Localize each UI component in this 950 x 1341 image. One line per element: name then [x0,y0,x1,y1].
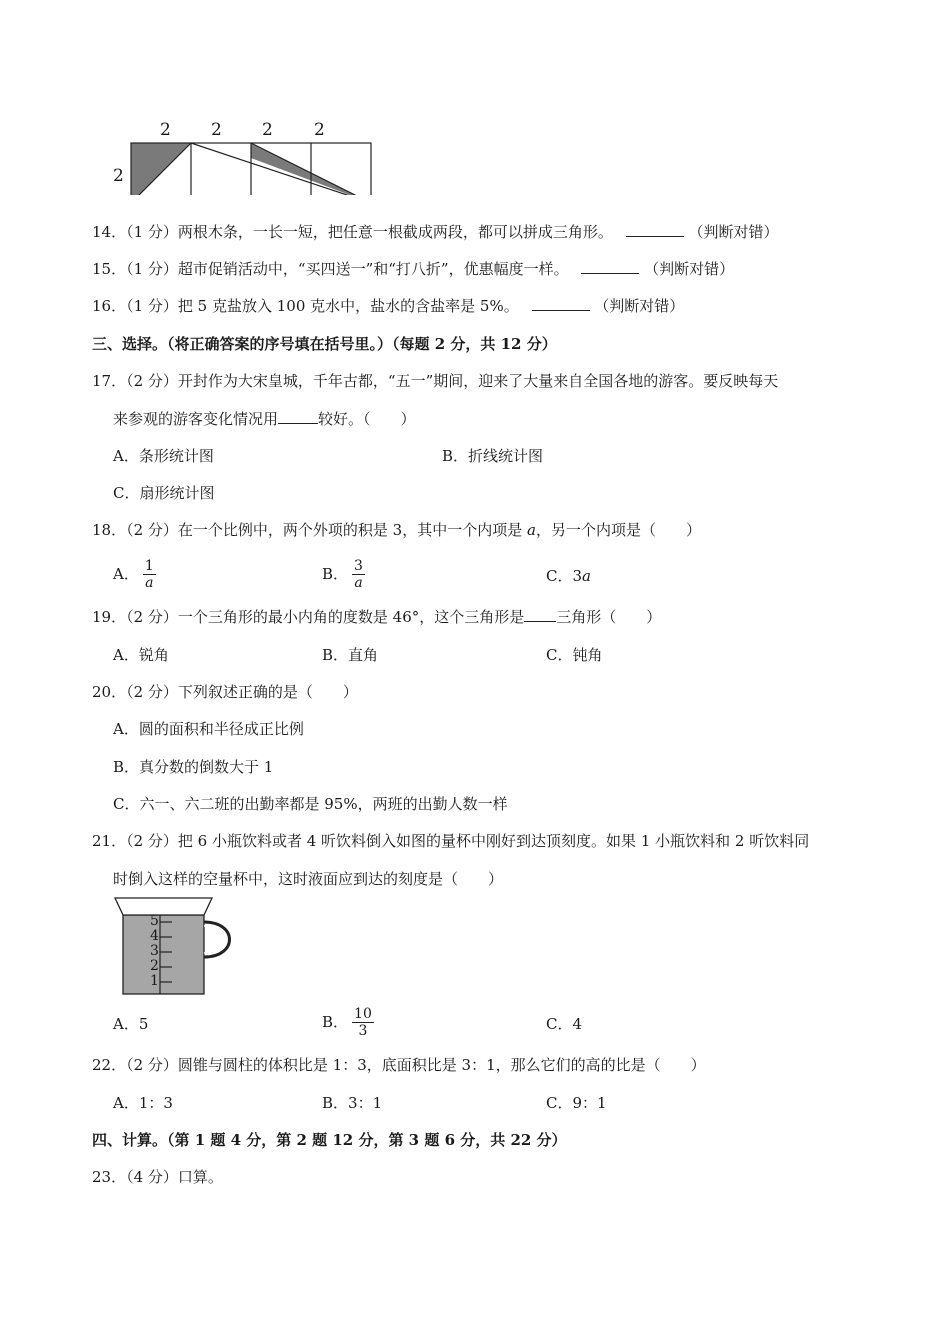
cup-mark-1: 1 [150,973,159,989]
q18-option-a[interactable]: A． $\frac{1}{a}$ [113,557,154,591]
answer-blank-15[interactable] [581,259,639,274]
q22-option-c[interactable]: C．9：1 [546,1094,607,1112]
q19-option-a[interactable]: A．锐角 [113,646,169,664]
question-20: 20．（2 分）下列叙述正确的是（ ） [92,683,358,701]
q20-option-c[interactable]: C．六一、六二班的出勤率都是 95%，两班的出勤人数一样 [113,795,508,813]
question-15: 15．（1 分）超市促销活动中，“买四送一”和“打八折”，优惠幅度一样。 （判断对错） [92,260,735,278]
question-18: 18．（2 分）在一个比例中，两个外项的积是 3，其中一个内项是 a，另一个内项是（ ） [92,521,701,539]
q20-option-b[interactable]: B．真分数的倒数大于 1 [113,758,274,776]
question-16: 16．（1 分）把 5 克盐放入 100 克水中，盐水的含盐率是 5%。 （判断对错） [92,297,685,315]
fraction-1-over-a: $\frac{1}{a}$ [144,557,154,591]
cup-mark-3: 3 [150,943,159,959]
shaded-rectangle-figure [100,115,400,195]
q18-option-c[interactable]: C．3a [546,567,591,585]
answer-blank-17[interactable] [278,409,318,424]
q22-option-b[interactable]: B．3：1 [322,1094,383,1112]
q17-option-c[interactable]: C．扇形统计图 [113,484,215,502]
section-3-heading: 三、选择。（将正确答案的序号填在括号里。）（每题 2 分，共 12 分） [92,335,557,353]
side-label: 2 [113,166,124,186]
q21-option-a[interactable]: A．5 [113,1015,149,1033]
question-23: 23．（4 分）口算。 [92,1168,223,1186]
q19-option-b[interactable]: B．直角 [322,646,379,664]
question-21-line1: 21．（2 分）把 6 小瓶饮料或者 4 听饮料倒入如图的量杯中刚好到达顶刻度。如果 1 小瓶饮料和 2 听饮料同 [92,832,810,850]
question-14: 14．（1 分）两根木条，一长一短，把任意一根截成两段，都可以拼成三角形。 （判断对错） [92,223,779,241]
section-4-heading: 四、计算。（第 1 题 4 分，第 2 题 12 分，第 3 题 6 分，共 22 分） [92,1131,567,1149]
fraction-10-over-3: $\frac{10}{3}$ [354,1005,372,1039]
question-19: 19．（2 分）一个三角形的最小内角的度数是 46°，这个三角形是 三角形（ ） [92,608,662,626]
fraction-3-over-a: $\frac{3}{a}$ [354,557,363,591]
cup-mark-4: 4 [150,928,159,944]
q20-option-a[interactable]: A．圆的面积和半径成正比例 [113,720,304,738]
q17-option-b[interactable]: B．折线统计图 [442,447,544,465]
q19-option-c[interactable]: C．钝角 [546,646,603,664]
cup-mark-5: 5 [150,913,159,929]
q18-option-b[interactable]: B． $\frac{3}{a}$ [322,557,363,591]
q17-option-a[interactable]: A．条形统计图 [113,447,214,465]
question-17-line1: 17．（2 分）开封作为大宋皇城，千年古都，“五一”期间，迎来了大量来自全国各地的游客。要反映每天 [92,372,779,390]
cup-mark-2: 2 [150,958,159,974]
answer-blank-14[interactable] [626,222,684,237]
q21-option-c[interactable]: C．4 [546,1015,583,1033]
question-21-line2: 时倒入这样的空量杯中，这时液面应到达的刻度是（ ） [113,870,504,888]
top-label-3: 2 [262,120,273,140]
question-17-line2: 来参观的游客变化情况用 较好。（ ） [113,410,416,428]
answer-blank-19[interactable] [524,607,556,622]
question-22: 22．（2 分）圆锥与圆柱的体积比是 1：3，底面积比是 3：1，那么它们的高的比是（ ） [92,1056,706,1074]
top-label-1: 2 [160,120,171,140]
answer-blank-16[interactable] [532,296,590,311]
top-label-2: 2 [211,120,222,140]
q21-option-b[interactable]: B． $\frac{10}{3}$ [322,1005,372,1039]
measuring-cup-figure [110,895,240,1000]
q22-option-a[interactable]: A．1：3 [113,1094,173,1112]
top-label-4: 2 [314,120,325,140]
